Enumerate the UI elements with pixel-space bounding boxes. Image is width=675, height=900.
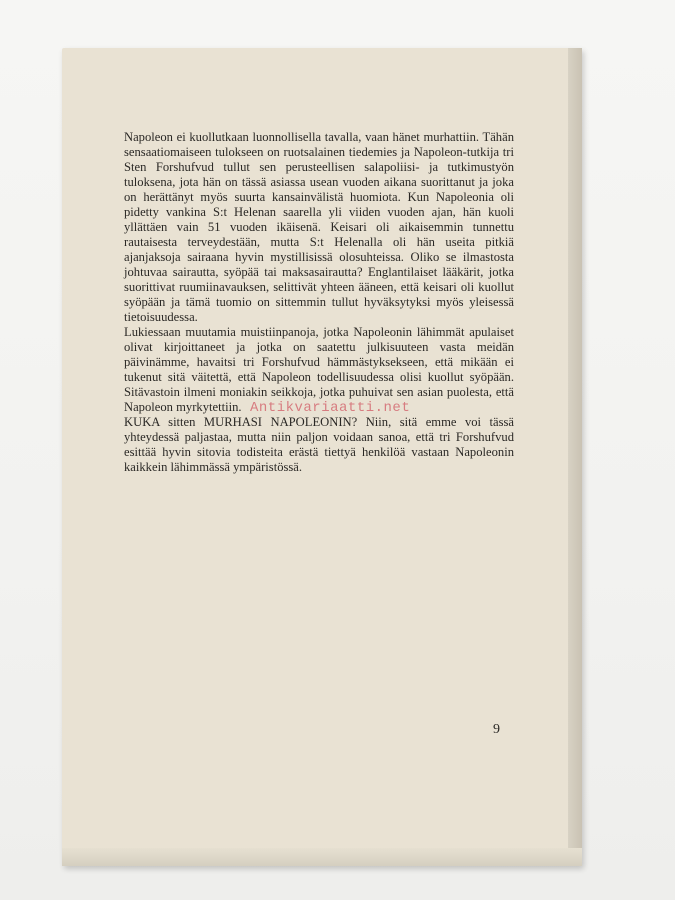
blurb-paragraph-2: Lukiessaan muutamia muistiinpanoja, jotka Napoleonin lähimmät apulaiset olivat kirjoittaneet ja jotka on saatettu julkisuuteen vasta meidän päivinämme, havaitsi tri Forshufvud hämmästyksekseen, että mikään ei tukenut sitä väitettä, että Napoleon todellisuudessa olisi kuollut syöpään. Sitävastoin ilmeni moniakin seikkoja, jotka puhuivat sen asian puolesta, että Napoleon myrkytettiin. (124, 325, 514, 414)
blurb-paragraph-3: KUKA sitten MURHASI NAPOLEONIN? Niin, sitä emme voi tässä yhteydessä paljastaa, mutta niin paljon voidaan sanoa, että tri Forshufvud esittää hyvin sitovia todisteita erästä tiettyä henkilöä vastaan Napoleonin kaikkein lähimmässä ympäristössä. (124, 415, 514, 474)
watermark: Antikvariaatti.net (250, 400, 411, 416)
book-bottom-edge (62, 848, 582, 866)
blurb-text (124, 130, 514, 475)
book-spine-edge (568, 48, 582, 866)
blurb-paragraph-1: Napoleon ei kuollutkaan luonnollisella tavalla, vaan hänet murhattiin. Tähän sensaatiomaiseen tulokseen on ruotsalainen tiedemies ja Napoleon-tutkija tri Sten Forshufvud tullut sen perusteellisen salapoliisi- ja tutkimustyön tuloksena, jota hän on tässä asiassa usean vuoden aikana suorittanut ja joka on herättänyt myös suurta kansainvälistä huomiota. Kun Napoleonia oli pidetty vankina S:t Helenan saarella yli viiden vuoden ajan, hän kuoli yllättäen vain 51 vuoden ikäisenä. Keisari oli aikaisemmin tunnettu rautaisesta terveydestään, mutta S:t Helenalla oli hän useita pitkiä ajanjaksoja sairaana hyvin mystillisissä olosuhteissa. Oliko se ilmastosta johtuvaa sairautta, syöpää tai maksasairautta? Englantilaiset lääkärit, jotka suorittivat ruumiinavauksen, selittivät yhteen ääneen, että keisari oli kuollut syöpään ja tämä tuomio on sittemmin tullut hyväksytyksi myös yleisessä tietoisuudessa. (124, 130, 514, 324)
page-number: 9 (493, 722, 500, 737)
